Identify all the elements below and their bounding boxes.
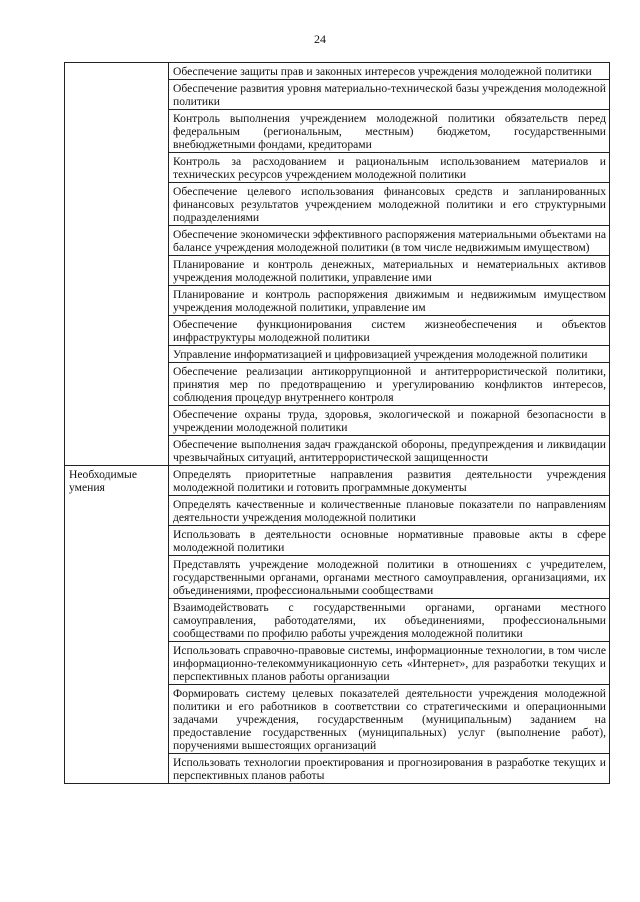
item-cell: Обеспечение экономически эффективного распоряжения материальными объектами на балансе учреждения молодежной политики (в том числе недвижимым имуществом) <box>169 226 610 256</box>
item-cell: Формировать систему целевых показателей деятельности учреждения молодежной политики и его работников в соответствии со стратегическими и операционными задачами учреждения, государственным (муниципальным) заданием на предоставление государственных (муниципальных) услуг (выполнение работ), поручениями вышестоящих организаций <box>169 685 610 754</box>
item-cell: Определять качественные и количественные плановые показатели по направлениям деятельности учреждения молодежной политики <box>169 496 610 526</box>
item-cell: Обеспечение функционирования систем жизнеобеспечения и объектов инфраструктуры молодежной политики <box>169 316 610 346</box>
item-cell: Представлять учреждение молодежной политики в отношениях с учредителем, государственными органами, органами местного самоуправления, организациями, их объединениями, профессиональными сообществами <box>169 556 610 599</box>
item-cell: Обеспечение защиты прав и законных интересов учреждения молодежной политики <box>169 63 610 80</box>
table-row <box>65 63 610 80</box>
item-cell: Взаимодействовать с государственными органами, органами местного самоуправления, работодателями, их объединениями, профессиональными сообществами по профилю работы учреждения молодежной политики <box>169 599 610 642</box>
item-cell: Планирование и контроль денежных, материальных и нематериальных активов учреждения молодежной политики, управление ими <box>169 256 610 286</box>
table-body <box>65 63 610 784</box>
item-cell: Обеспечение реализации антикоррупционной и антитеррористической политики, принятия мер по предотвращению и урегулированию конфликтов интересов, соблюдения процедур внутреннего контроля <box>169 363 610 406</box>
item-cell: Планирование и контроль распоряжения движимым и недвижимым имуществом учреждения молодежной политики, управление им <box>169 286 610 316</box>
item-cell: Обеспечение целевого использования финансовых средств и запланированных финансовых результатов учреждением молодежной политики и его структурными подразделениями <box>169 183 610 226</box>
item-cell: Управление информатизацией и цифровизацией учреждения молодежной политики <box>169 346 610 363</box>
item-cell: Определять приоритетные направления развития деятельности учреждения молодежной политики и готовить программные документы <box>169 466 610 496</box>
page-number: 24 <box>314 32 326 46</box>
table-row <box>65 466 610 496</box>
section-label-cell: Необходимые умения <box>65 466 169 784</box>
item-cell: Обеспечение развития уровня материально-технической базы учреждения молодежной политики <box>169 80 610 110</box>
item-cell: Обеспечение выполнения задач гражданской обороны, предупреждения и ликвидации чрезвычайных ситуаций, антитеррористической защищенности <box>169 436 610 466</box>
item-cell: Использовать в деятельности основные нормативные правовые акты в сфере молодежной политики <box>169 526 610 556</box>
item-cell: Контроль за расходованием и рациональным использованием материалов и технических ресурсов учреждением молодежной политики <box>169 153 610 183</box>
item-cell: Обеспечение охраны труда, здоровья, экологической и пожарной безопасности в учреждении молодежной политики <box>169 406 610 436</box>
item-cell: Контроль выполнения учреждением молодежной политики обязательств перед федеральным (региональным, местным) бюджетом, государственными внебюджетными фондами, кредиторами <box>169 110 610 153</box>
section-label-cell <box>65 63 169 466</box>
requirements-table <box>64 62 610 784</box>
item-cell: Использовать справочно-правовые системы, информационные технологии, в том числе информационно-телекоммуникационную сеть «Интернет», для разработки текущих и перспективных планов работы организации <box>169 642 610 685</box>
item-cell: Использовать технологии проектирования и прогнозирования в разработке текущих и перспективных планов работы <box>169 754 610 784</box>
